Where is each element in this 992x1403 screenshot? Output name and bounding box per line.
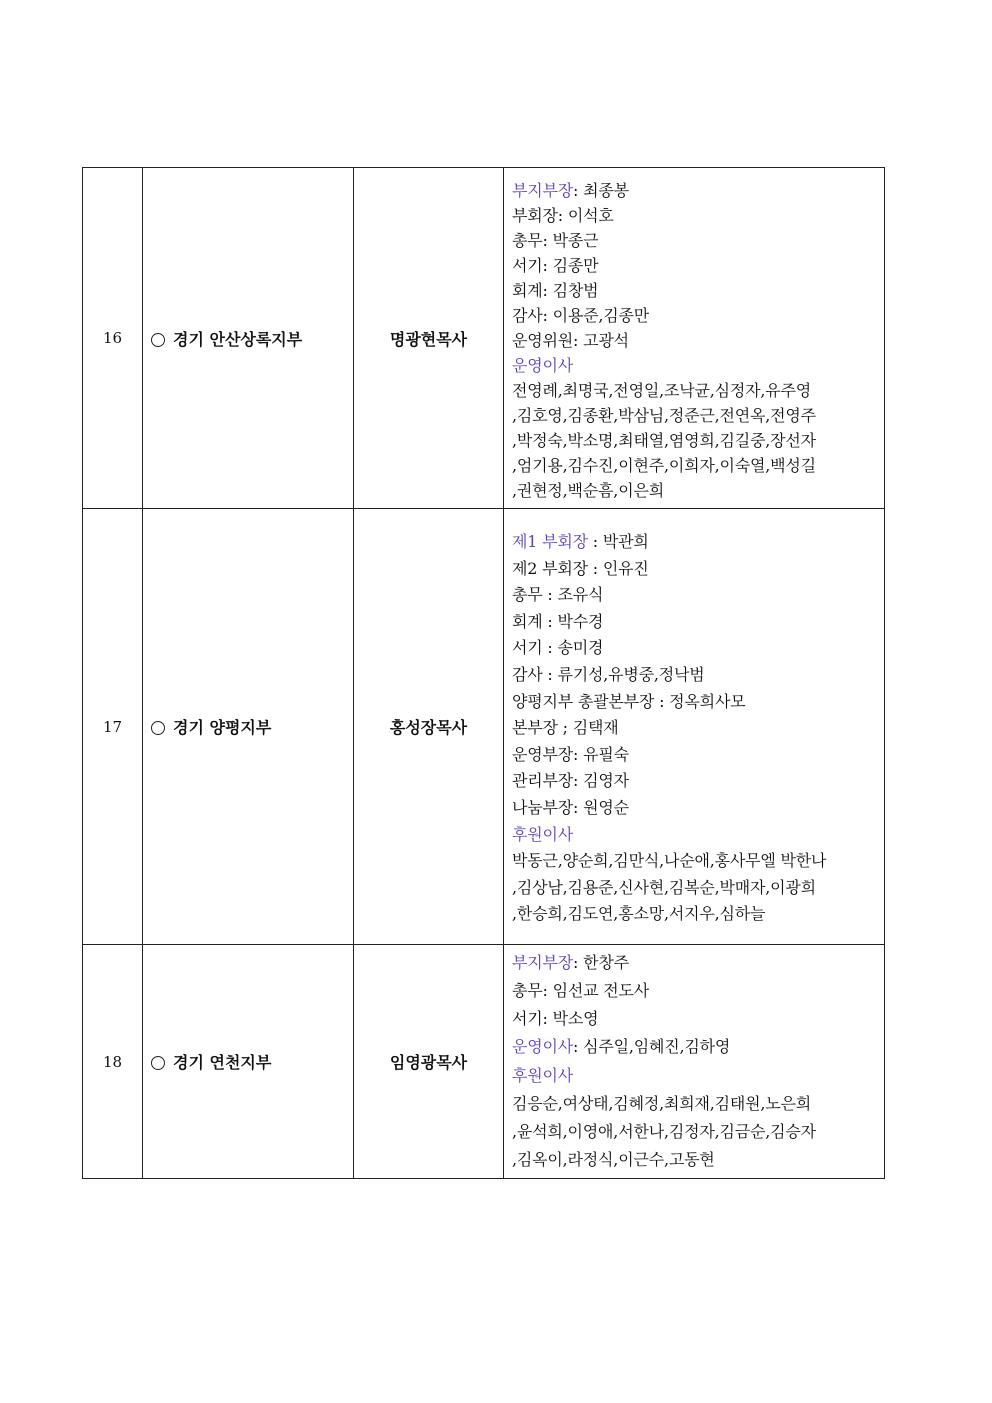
officer-role: 운영위원 <box>512 330 574 350</box>
officer-line <box>512 795 876 822</box>
officer-role: 부회장 <box>512 205 558 225</box>
officer-role: 감사 <box>512 305 543 325</box>
separator: : <box>542 230 553 250</box>
table-body <box>83 168 885 1179</box>
officer-line <box>512 1062 876 1090</box>
officer-line <box>512 529 876 556</box>
separator: : <box>654 691 670 711</box>
officer-role: 부지부장 <box>512 952 574 972</box>
officer-line <box>512 203 876 228</box>
officer-role: 감사 <box>512 665 543 685</box>
officer-line <box>512 689 876 716</box>
officer-names: 조유식 <box>557 585 604 605</box>
table-row <box>83 509 885 945</box>
separator: : <box>573 744 584 764</box>
branch-cell <box>143 168 354 509</box>
separator: : <box>542 665 558 685</box>
separator: : <box>542 255 553 275</box>
officer-line <box>512 478 876 503</box>
separator: : <box>573 180 584 200</box>
branch-name: 경기 연천지부 <box>173 1053 272 1072</box>
officer-line <box>512 556 876 583</box>
officer-role: 후원이사 <box>512 824 574 844</box>
officer-line <box>512 1146 876 1174</box>
officer-role: 서기 <box>512 1009 543 1029</box>
officer-role: 본부장 <box>512 718 558 738</box>
officer-names: ,윤석희,이영애,서한나,김정자,김금순,김승자 <box>512 1121 816 1141</box>
leader-name: 홍성장목사 <box>354 509 504 945</box>
officer-names: 이석호 <box>567 205 614 225</box>
officer-line <box>512 253 876 278</box>
officer-role: 제2 부회장 <box>512 558 588 578</box>
separator: : <box>573 330 584 350</box>
separator: : <box>542 1009 553 1029</box>
officer-role: 서기 <box>512 638 543 658</box>
officer-line <box>512 875 876 902</box>
officer-names: 김영자 <box>583 771 629 791</box>
officer-names: 최종봉 <box>583 180 629 200</box>
branch-officers-table <box>82 167 885 1179</box>
officer-role: 제1 부회장 <box>512 532 588 552</box>
officer-line <box>512 635 876 662</box>
officer-role: 후원이사 <box>512 1065 574 1085</box>
officer-line <box>512 428 876 453</box>
officer-names: 박동근,양순희,김만식,나순애,홍사무엘 박한나 <box>512 851 827 871</box>
officer-line <box>512 1005 876 1033</box>
officer-line <box>512 949 876 977</box>
officer-names: 고광석 <box>583 330 629 350</box>
officer-line <box>512 328 876 353</box>
officer-line <box>512 378 876 403</box>
officer-names: ,한승희,김도연,홍소망,서지우,심하늘 <box>512 904 766 924</box>
officer-role: 회계 <box>512 280 543 300</box>
separator: : <box>573 1037 584 1057</box>
leader-name: 임영광목사 <box>354 945 504 1179</box>
officer-names: ,엄기용,김수진,이현주,이희자,이숙열,백성길 <box>512 455 816 475</box>
officer-names: 인유진 <box>602 558 649 578</box>
officer-role: 총무 <box>512 980 543 1000</box>
separator: : <box>573 797 584 817</box>
officer-names: 박수경 <box>557 611 604 631</box>
separator: : <box>542 280 553 300</box>
row-number: 18 <box>83 945 143 1179</box>
officer-line <box>512 848 876 875</box>
officer-names: 박소영 <box>552 1009 599 1029</box>
officer-role: 나눔부장 <box>512 797 574 817</box>
branch-name: 경기 양평지부 <box>173 718 272 737</box>
officer-role: 운영부장 <box>512 744 574 764</box>
officer-line <box>512 228 876 253</box>
separator: : <box>587 558 603 578</box>
officer-line <box>512 742 876 769</box>
officer-line <box>512 1033 876 1061</box>
officer-line <box>512 822 876 849</box>
separator: : <box>587 532 603 552</box>
officer-names: 정옥희사모 <box>669 691 746 711</box>
row-number: 17 <box>83 509 143 945</box>
officer-role: 관리부장 <box>512 771 574 791</box>
officer-names: 원영순 <box>583 797 629 817</box>
officer-line <box>512 977 876 1005</box>
separator: : <box>542 611 558 631</box>
officer-names: 박관희 <box>602 532 649 552</box>
officer-names: 김창범 <box>552 280 599 300</box>
officer-names: 전영례,최명국,전영일,조낙균,심정자,유주영 <box>512 380 812 400</box>
officer-names: 김응순,여상태,김혜정,최희재,김태원,노은희 <box>512 1093 812 1113</box>
branch-name: 경기 안산상록지부 <box>173 329 303 349</box>
officers-list <box>504 509 885 945</box>
officer-names: ,김호영,김종환,박삼님,정준근,전연옥,전영주 <box>512 405 816 425</box>
leader-name: 명광현목사 <box>354 168 504 509</box>
officer-line <box>512 768 876 795</box>
officer-line <box>512 1090 876 1118</box>
separator: : <box>542 585 558 605</box>
officer-line <box>512 715 876 742</box>
separator: : <box>573 771 584 791</box>
officer-names: ,김상남,김용준,신사현,김복순,박매자,이광희 <box>512 877 816 897</box>
separator: : <box>542 638 558 658</box>
officer-role: 총무 <box>512 230 543 250</box>
officer-role: 총무 <box>512 585 543 605</box>
separator: : <box>557 205 568 225</box>
officer-line <box>512 1118 876 1146</box>
separator: : <box>542 980 553 1000</box>
officer-role: 서기 <box>512 255 543 275</box>
officer-names: 심주일,임혜진,김하영 <box>583 1037 731 1057</box>
circle-bullet-icon <box>151 721 165 735</box>
officer-names: 이용준,김종만 <box>552 305 650 325</box>
separator: : <box>573 952 584 972</box>
separator: : <box>542 305 553 325</box>
officer-role: 양평지부 총괄본부장 <box>512 691 655 711</box>
separator: ; <box>557 718 573 738</box>
officer-line <box>512 453 876 478</box>
branch-cell <box>143 509 354 945</box>
officer-names: ,권현정,백순흠,이은희 <box>512 480 664 500</box>
officer-names: 송미경 <box>557 638 604 658</box>
officer-role: 운영이사 <box>512 355 574 375</box>
officer-names: 김택재 <box>572 718 619 738</box>
officer-role: 운영이사 <box>512 1037 574 1057</box>
officer-line <box>512 901 876 928</box>
officer-names: 김종만 <box>552 255 599 275</box>
row-number: 16 <box>83 168 143 509</box>
officer-line <box>512 178 876 203</box>
table-row <box>83 168 885 509</box>
officer-line <box>512 303 876 328</box>
officer-line <box>512 609 876 636</box>
officer-names: 한창주 <box>583 952 629 972</box>
officer-line <box>512 278 876 303</box>
officers-list <box>504 945 885 1179</box>
officer-names: 임선교 전도사 <box>552 980 650 1000</box>
officer-line <box>512 353 876 378</box>
circle-bullet-icon <box>151 1056 165 1070</box>
officer-names: 류기성,유병중,정낙범 <box>557 665 705 685</box>
officers-list <box>504 168 885 509</box>
officer-role: 부지부장 <box>512 180 574 200</box>
officer-line <box>512 582 876 609</box>
table-row <box>83 945 885 1179</box>
officer-names: ,박정숙,박소명,최태열,염영희,김길중,장선자 <box>512 430 816 450</box>
officer-names: 박종근 <box>552 230 599 250</box>
officer-names: 유필숙 <box>583 744 629 764</box>
officer-line <box>512 403 876 428</box>
officer-role: 회계 <box>512 611 543 631</box>
branch-cell <box>143 945 354 1179</box>
officer-names: ,김옥이,라정식,이근수,고동현 <box>512 1150 715 1170</box>
circle-bullet-icon <box>151 333 165 347</box>
officer-line <box>512 662 876 689</box>
